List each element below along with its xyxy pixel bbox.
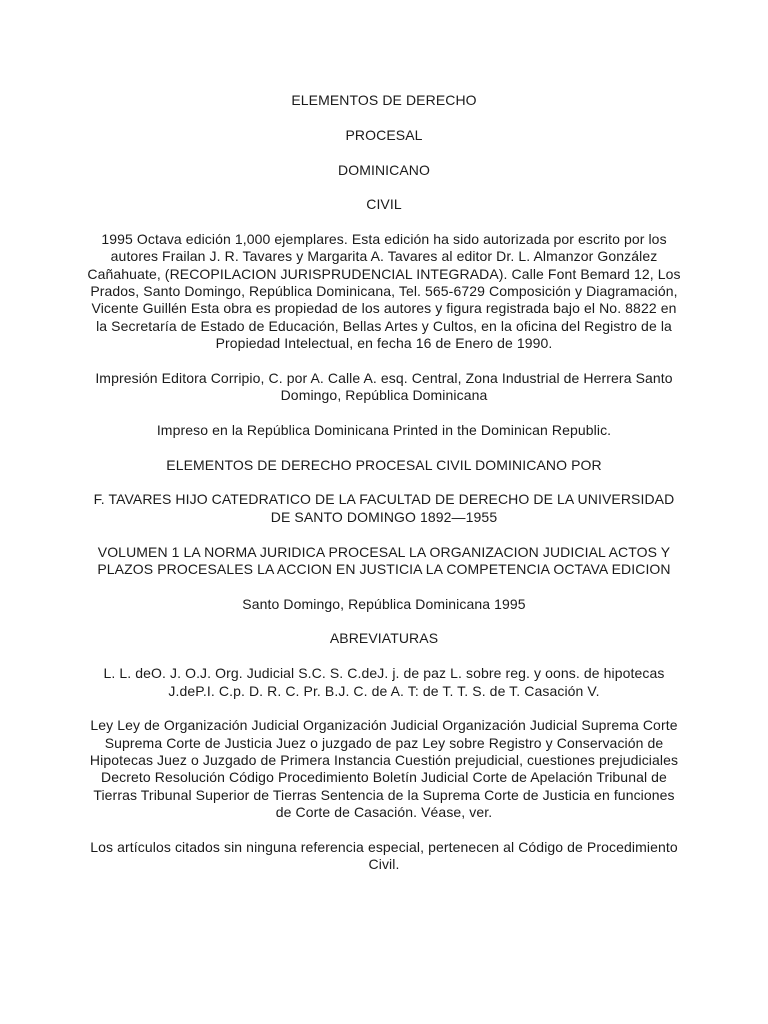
abbreviations-meanings: Ley Ley de Organización Judicial Organización Judicial Organización Judicial Suprema Corte Suprema Corte de Justicia Juez o juzgado de paz Ley sobre Registro y Conservación de Hipotecas Juez o Juzgado de Primera Instancia Cuestión prejudicial, cuestiones prejudiciales Decreto Resolución Código Procedimiento Boletín Judicial Corte de Apelación Tribunal de Tierras Tribunal Superior de Tierras Sentencia de la Suprema Corte de Justicia en funciones de Corte de Casación. Véase, ver. [89, 717, 679, 820]
edition-paragraph: 1995 Octava edición 1,000 ejemplares. Esta edición ha sido autorizada por escrito por los autores Frailan J. R. Tavares y Margarita A. Tavares al editor Dr. L. Almanzor González Cañahuate, (RECOPILACION JURISPRUDENCIAL INTEGRADA). Calle Font Bemard 12, Los Prados, Santo Domingo, República Dominicana, Tel. 565-6729 Composición y Diagramación, Vicente Guillén Esta obra es propiedad de los autores y figura registrada bajo el No. 8822 en la Secretaría de Estado de Educación, Bellas Artes y Cultos, en la oficina del Registro de la Propiedad Intelectual, en fecha 16 de Enero de 1990. [87, 231, 681, 351]
title-line-3: DOMINICANO [338, 161, 430, 178]
place-year-paragraph: Santo Domingo, República Dominicana 1995 [242, 595, 526, 612]
title-line-1: ELEMENTOS DE DERECHO [291, 92, 477, 108]
book-title-paragraph: ELEMENTOS DE DERECHO PROCESAL CIVIL DOMINICANO POR [166, 456, 602, 473]
title-line-4: CIVIL [366, 196, 402, 213]
title-line-2: PROCESAL [345, 126, 423, 143]
volume-paragraph: VOLUMEN 1 LA NORMA JURIDICA PROCESAL LA ORGANIZACION JUDICIAL ACTOS Y PLAZOS PROCESALES LA ACCION EN JUSTICIA LA COMPETENCIA OCTAVA EDICION [97, 543, 671, 577]
document-body [86, 92, 682, 873]
printed-in-paragraph: Impreso en la República Dominicana Printed in the Dominican Republic. [156, 421, 612, 438]
articles-note-paragraph: Los artículos citados sin ninguna referencia especial, pertenecen al Código de Procedimiento Civil. [90, 838, 678, 872]
abbreviations-heading: ABREVIATURAS [329, 630, 439, 647]
author-paragraph: F. TAVARES HIJO CATEDRATICO DE LA FACULTAD DE DERECHO DE LA UNIVERSIDAD DE SANTO DOMINGO 1892—1955 [93, 491, 675, 525]
printer-paragraph: Impresión Editora Corripio, C. por A. Calle A. esq. Central, Zona Industrial de Herrera Santo Domingo, República Dominicana [95, 369, 673, 404]
abbreviations-list: L. L. deO. J. O.J. Org. Judicial S.C. S. C.deJ. j. de paz L. sobre reg. y oons. de hipotecas J.deP.I. C.p. D. R. C. Pr. B.J. C. de A. T: de T. T. S. de T. Casación V. [103, 665, 665, 699]
